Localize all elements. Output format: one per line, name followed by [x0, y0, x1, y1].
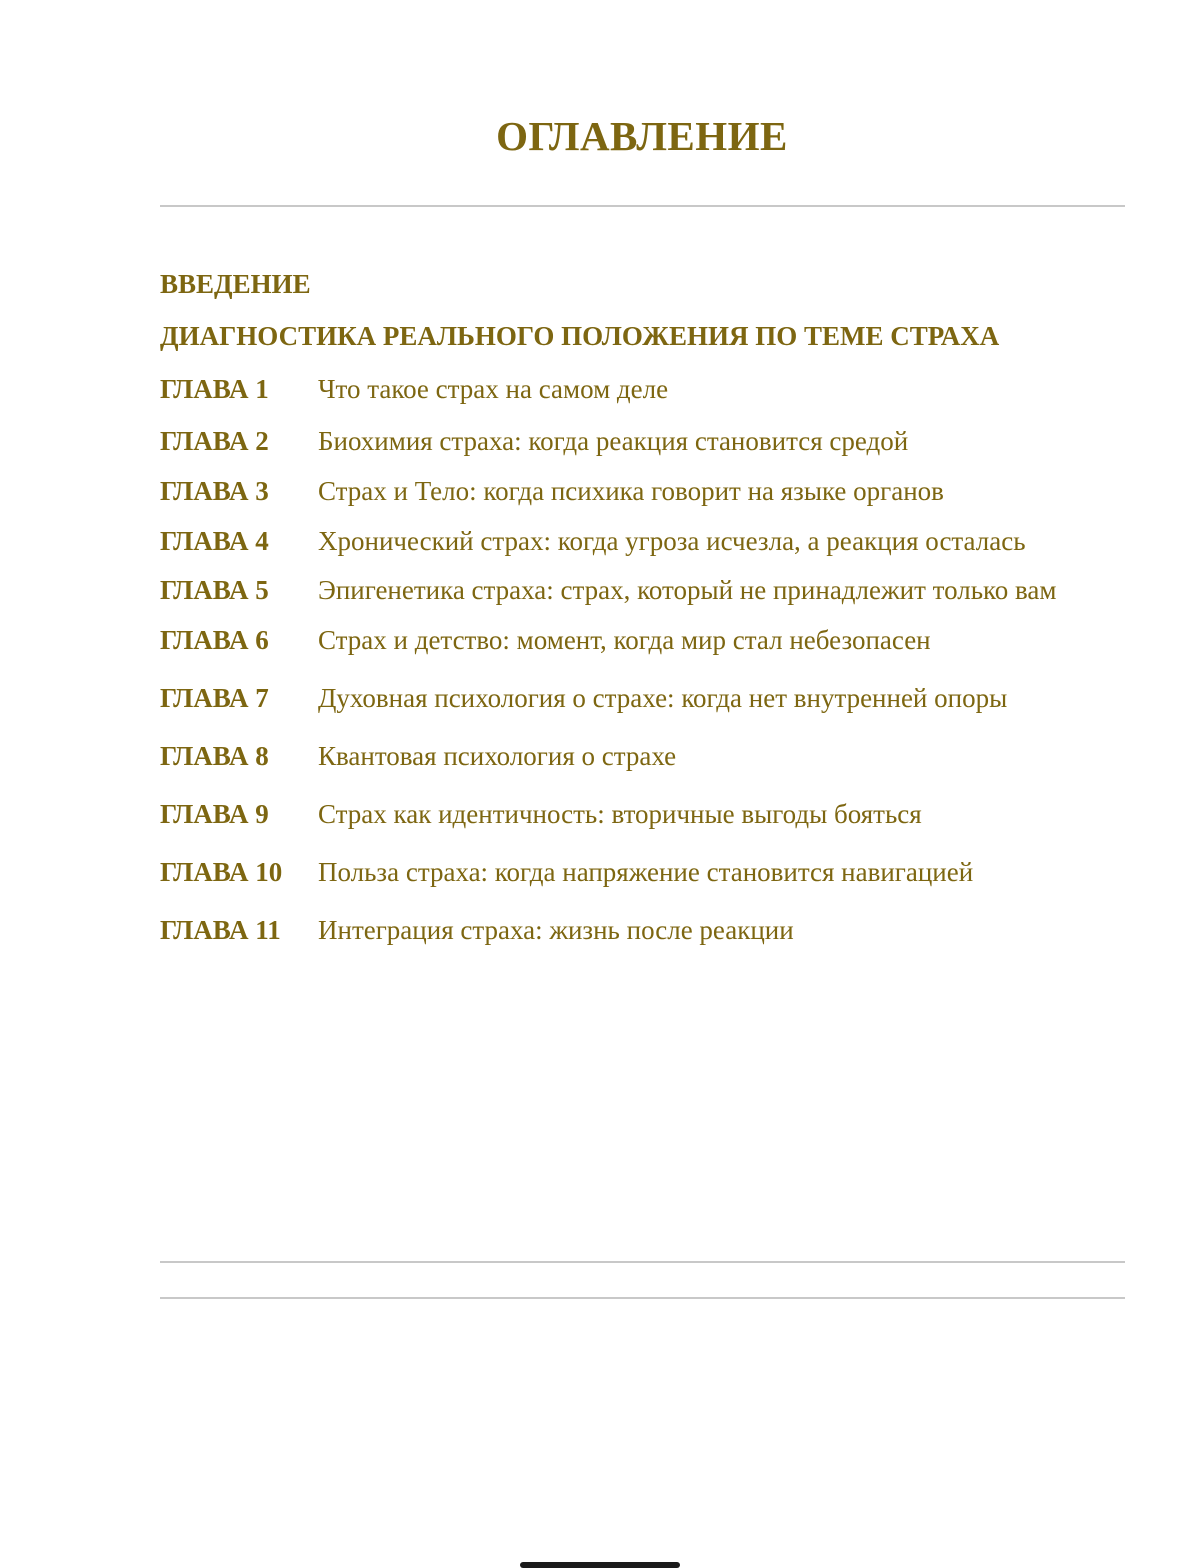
- chapter-label: ГЛАВА 2: [160, 426, 269, 456]
- chapter-title: Эпигенетика страха: страх, который не принадлежит только вам: [318, 575, 1057, 605]
- divider-bottom-2: [160, 1297, 1125, 1299]
- chapter-title: Биохимия страха: когда реакция становится средой: [318, 426, 909, 456]
- toc-section-introduction[interactable]: ВВЕДЕНИЕ: [160, 269, 311, 299]
- chapter-label: ГЛАВА 7: [160, 683, 269, 713]
- page-title: ОГЛАВЛЕНИЕ: [496, 113, 788, 159]
- chapter-label: ГЛАВА 8: [160, 741, 269, 771]
- home-indicator[interactable]: [520, 1562, 680, 1568]
- chapter-label: ГЛАВА 11: [160, 915, 281, 945]
- toc-entry-chapter-1[interactable]: [160, 373, 668, 405]
- toc-section-diagnostics[interactable]: ДИАГНОСТИКА РЕАЛЬНОГО ПОЛОЖЕНИЯ ПО ТЕМЕ СТРАХА: [160, 321, 1000, 351]
- divider-top: [160, 205, 1125, 207]
- chapter-title: Хронический страх: когда угроза исчезла, а реакция осталась: [318, 526, 1026, 556]
- toc-entry-chapter-11[interactable]: [160, 914, 794, 946]
- toc-entry-chapter-6[interactable]: [160, 624, 931, 656]
- chapter-title: Страх и детство: момент, когда мир стал небезопасен: [318, 625, 931, 655]
- toc-entry-chapter-7[interactable]: [160, 682, 1007, 714]
- chapter-label: ГЛАВА 6: [160, 625, 269, 655]
- toc-entry-chapter-10[interactable]: [160, 856, 973, 888]
- chapter-title: Польза страха: когда напряжение становится навигацией: [318, 857, 974, 887]
- toc-entry-chapter-3[interactable]: [160, 475, 944, 507]
- toc-entry-chapter-9[interactable]: [160, 798, 922, 830]
- chapter-title: Интеграция страха: жизнь после реакции: [318, 915, 794, 945]
- chapter-label: ГЛАВА 9: [160, 799, 269, 829]
- chapter-title: Страх как идентичность: вторичные выгоды бояться: [318, 799, 922, 829]
- toc-entry-chapter-8[interactable]: [160, 740, 676, 772]
- chapter-title: Духовная психология о страхе: когда нет внутренней опоры: [318, 683, 1008, 713]
- divider-bottom-1: [160, 1261, 1125, 1263]
- chapter-title: Страх и Тело: когда психика говорит на языке органов: [318, 476, 944, 506]
- chapter-label: ГЛАВА 3: [160, 476, 269, 506]
- toc-entry-chapter-2[interactable]: [160, 425, 908, 457]
- chapter-label: ГЛАВА 4: [160, 526, 269, 556]
- chapter-label: ГЛАВА 10: [160, 857, 283, 887]
- chapter-title: Квантовая психология о страхе: [318, 741, 677, 771]
- toc-entry-chapter-4[interactable]: [160, 525, 1026, 557]
- chapter-label: ГЛАВА 5: [160, 575, 269, 605]
- chapter-title: Что такое страх на самом деле: [318, 374, 669, 404]
- chapter-label: ГЛАВА 1: [160, 374, 269, 404]
- toc-entry-chapter-5[interactable]: [160, 574, 1057, 606]
